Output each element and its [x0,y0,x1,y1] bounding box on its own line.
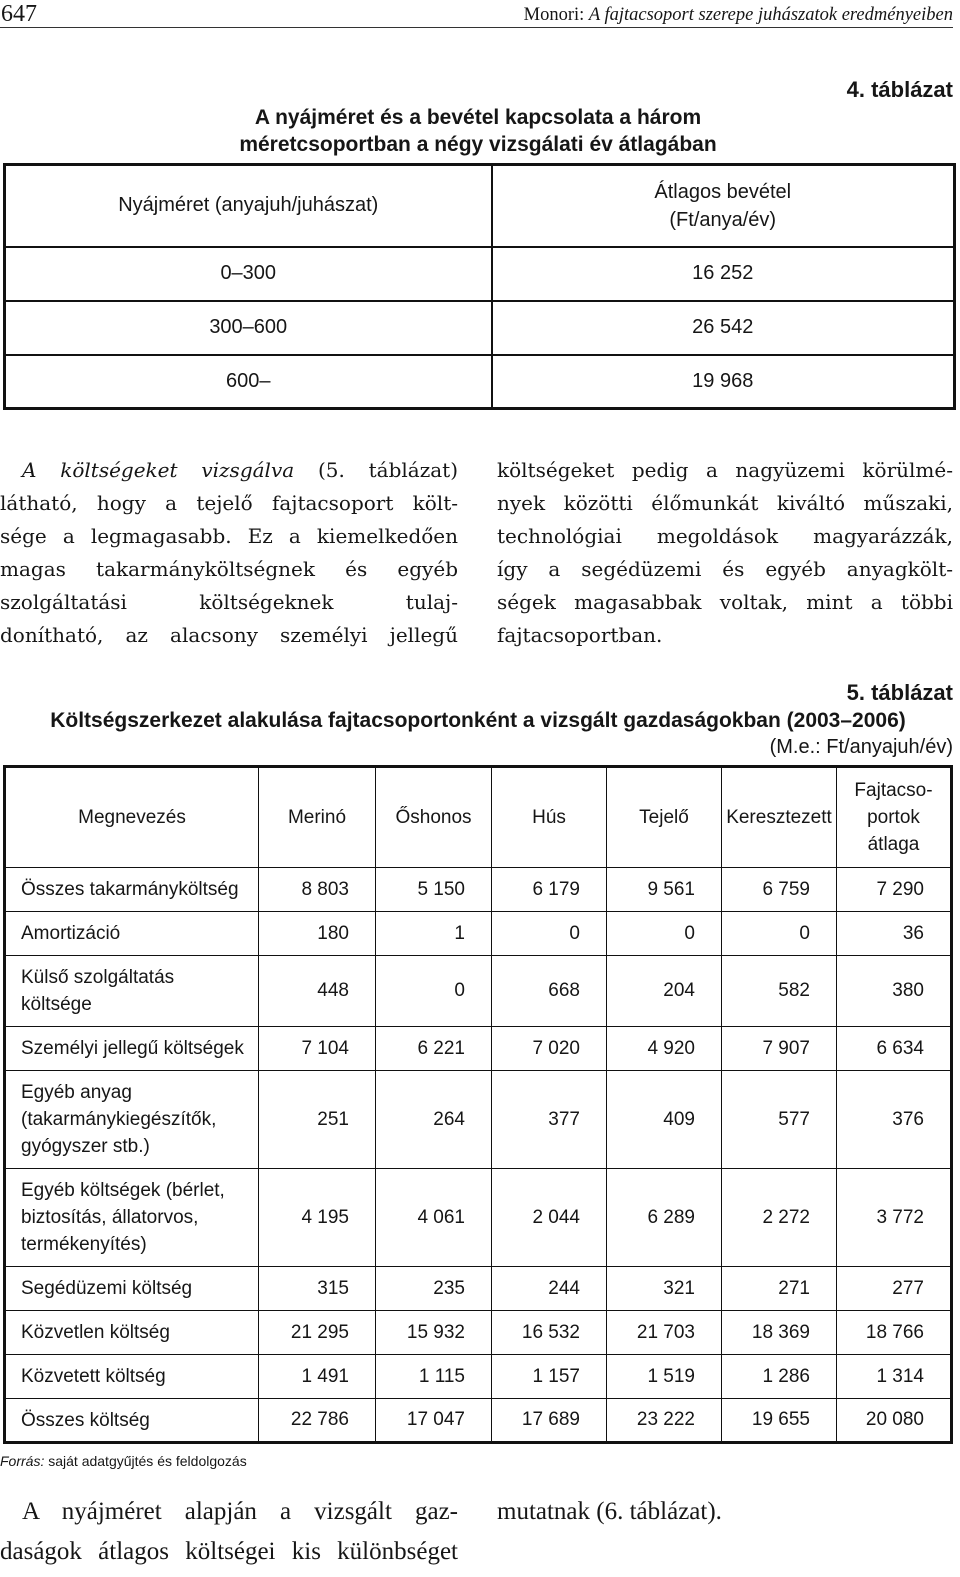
column-header [376,767,492,868]
table-row [5,1267,952,1311]
table4-header-flock-size: Nyájméret (anyajuh/juhászat) [5,165,492,247]
table-row [5,1169,952,1267]
column-header-line: portok [867,807,920,828]
row-label-cell [5,1355,259,1399]
table-row [5,1027,952,1071]
row-label-line: Egyéb anyag [21,1082,132,1103]
row-label-cell [5,956,259,1027]
row-label-line: termékenyítés) [21,1234,147,1255]
table4-head [5,165,955,247]
column-header-line: Megnevezés [78,807,186,828]
table4-header-row [5,165,955,247]
paragraph-line: sége a legmagasabb. Ez a kiemelkedően [0,524,458,548]
row-label-line: Külső szolgáltatás [21,967,175,988]
value-cell: 7 290 [837,868,952,912]
value-cell: 180 [259,912,376,956]
table4-body [5,247,955,409]
value-cell: 15 932 [376,1311,492,1355]
paragraph-line: technológiai megoldások magyarázzák, [497,524,953,548]
paragraph-line: mutatnak (6. táblázat). [497,1498,722,1525]
running-head [524,2,953,28]
table4-row [5,247,955,301]
value-cell: 0 [722,912,837,956]
value-cell: 2 044 [492,1169,607,1267]
value-cell: 244 [492,1267,607,1311]
value-cell: 23 222 [607,1399,722,1443]
table-row [5,868,952,912]
value-cell: 0 [492,912,607,956]
table-row [5,1355,952,1399]
value-cell: 5 150 [376,868,492,912]
table4-row [5,301,955,355]
row-label-cell [5,1169,259,1267]
value-cell: 8 803 [259,868,376,912]
paragraph-line: fajtacsoportban. [497,623,663,647]
row-label-cell [5,1071,259,1169]
column-header [722,767,837,868]
value-cell: 380 [837,956,952,1027]
table4-title-line: A nyájméret és a bevétel kapcsolata a három [254,106,702,129]
value-cell: 1 286 [722,1355,837,1399]
table5-header-row [5,767,952,868]
value-cell: 1 [376,912,492,956]
row-label-line: (takarmánykiegészítők, [21,1109,217,1130]
value-cell: 17 689 [492,1399,607,1443]
table5-head [5,767,952,868]
paragraph-block-2 [0,1497,953,1567]
row-label-cell [5,1027,259,1071]
value-cell: 448 [259,956,376,1027]
value-cell: 20 080 [837,1399,952,1443]
value-cell: 4 195 [259,1169,376,1267]
table5-body [5,868,952,1443]
table-row [5,1399,952,1443]
table4-title [3,104,953,158]
value-cell: 6 179 [492,868,607,912]
value-cell: 1 519 [607,1355,722,1399]
paragraph-line: így a segédüzemi és egyéb anyagkölt- [497,557,953,581]
flock-size-cell: 300–600 [5,301,492,355]
paragraph-table-reference: (5. táblázat) [317,458,458,482]
table5-unit: (M.e.: Ft/anyajuh/év) [769,736,953,758]
table-row [5,1311,952,1355]
column-header-line: átlaga [867,834,920,855]
paragraph1-left-column [0,454,458,652]
value-cell: 21 703 [607,1311,722,1355]
value-cell: 18 766 [837,1311,952,1355]
value-cell: 3 772 [837,1169,952,1267]
value-cell: 577 [722,1071,837,1169]
paragraph1-right-column [497,454,953,652]
revenue-cell: 19 968 [492,355,955,409]
column-header [492,767,607,868]
value-cell: 7 104 [259,1027,376,1071]
value-cell: 277 [837,1267,952,1311]
table4 [3,163,956,410]
paragraph-line: nyek közötti élőmunkát kiváltó műszaki, [497,491,953,515]
value-cell: 668 [492,956,607,1027]
value-cell: 2 272 [722,1169,837,1267]
value-cell: 251 [259,1071,376,1169]
table-row [5,912,952,956]
paragraph-line: A nyájméret alapján a vizsgált gaz- [22,1498,458,1525]
row-label-cell [5,1267,259,1311]
value-cell: 264 [376,1071,492,1169]
source-note [0,1451,247,1471]
value-cell: 204 [607,956,722,1027]
value-cell: 4 920 [607,1027,722,1071]
row-label-cell [5,1311,259,1355]
column-header [259,767,376,868]
source-label: Forrás: [0,1453,45,1469]
row-label-cell [5,1399,259,1443]
column-header-line: Hús [532,807,566,828]
table5-title: Költségszerkezet alakulása fajtacsoportonként a vizsgált gazdaságokban (2003–2006) [50,709,906,732]
row-label-line: Egyéb költségek (bérlet, [21,1180,225,1201]
paragraph2-right-column [497,1497,953,1537]
running-title: A fajtacsoport szerepe juhászatok eredményeiben [588,5,953,25]
row-label-cell [5,868,259,912]
value-cell: 6 221 [376,1027,492,1071]
value-cell: 19 655 [722,1399,837,1443]
value-cell: 21 295 [259,1311,376,1355]
value-cell: 271 [722,1267,837,1311]
column-header-name [5,767,259,868]
table4-header-revenue-line: (Ft/anya/év) [669,208,777,231]
value-cell: 17 047 [376,1399,492,1443]
revenue-cell: 26 542 [492,301,955,355]
value-cell: 409 [607,1071,722,1169]
row-label-line: Összes költség [21,1409,150,1431]
value-cell: 235 [376,1267,492,1311]
paragraph-line: donítható, az alacsony személyi jellegű [0,623,458,647]
value-cell: 36 [837,912,952,956]
paragraph-block-1 [0,454,953,652]
value-cell: 6 759 [722,868,837,912]
running-author: Monori: [523,5,585,25]
table4-label: 4. táblázat [846,77,953,102]
column-header-line: Fajtacso- [854,780,933,801]
table-row [5,956,952,1027]
table4-header-revenue [492,165,955,247]
running-header [0,0,953,28]
column-header-line: Tejelő [639,807,689,828]
paragraph-line: magas takarmányköltségnek és egyéb [0,557,458,581]
page-number: 647 [1,1,37,27]
column-header-line: Őshonos [395,807,472,828]
value-cell: 4 061 [376,1169,492,1267]
value-cell: 1 157 [492,1355,607,1399]
row-label-line: költsége [21,994,92,1015]
row-label-line: Amortizáció [21,923,121,944]
source-text: saját adatgyűjtés és feldolgozás [48,1453,247,1469]
value-cell: 7 907 [722,1027,837,1071]
revenue-cell: 16 252 [492,247,955,301]
paragraph-line: daságok átlagos költségei kis különbséget [0,1538,458,1565]
value-cell: 0 [376,956,492,1027]
paragraph-line: szolgáltatási költségeknek tulaj- [0,590,458,614]
value-cell: 315 [259,1267,376,1311]
row-label-line: Személyi jellegű költségek [21,1038,244,1059]
paragraph-line [0,454,458,487]
row-label-line: Összes takarmányköltség [21,879,239,900]
value-cell: 376 [837,1071,952,1169]
value-cell: 321 [607,1267,722,1311]
paragraph-line: költségeket pedig a nagyüzemi körülmé- [497,458,953,482]
value-cell: 16 532 [492,1311,607,1355]
value-cell: 6 289 [607,1169,722,1267]
flock-size-cell: 0–300 [5,247,492,301]
table4-header-revenue-line: Átlagos bevétel [654,180,792,203]
table-row [5,1071,952,1169]
row-label-cell [5,912,259,956]
flock-size-cell: 600– [5,355,492,409]
value-cell: 1 491 [259,1355,376,1399]
column-header-line: Merinó [287,807,347,828]
row-label-line: Közvetlen költség [21,1322,170,1343]
value-cell: 377 [492,1071,607,1169]
row-label-line: Segédüzemi költség [21,1278,193,1299]
value-cell: 9 561 [607,868,722,912]
row-label-line: gyógyszer stb.) [21,1136,150,1157]
paragraph-italic-lead: A költségeket vizsgálva [22,458,295,482]
value-cell: 0 [607,912,722,956]
column-header [607,767,722,868]
value-cell: 1 314 [837,1355,952,1399]
table5 [3,765,953,1444]
value-cell: 18 369 [722,1311,837,1355]
row-label-line: Közvetett költség [21,1366,166,1387]
paragraph-line: ségek magasabbak voltak, mint a többi [497,590,953,614]
paragraph-line: látható, hogy a tejelő fajtacsoport költ- [0,491,458,515]
value-cell: 22 786 [259,1399,376,1443]
value-cell: 582 [722,956,837,1027]
value-cell: 6 634 [837,1027,952,1071]
column-header [837,767,952,868]
value-cell: 7 020 [492,1027,607,1071]
table4-row [5,355,955,409]
paragraph2-left-column [0,1497,458,1577]
table5-label: 5. táblázat [846,680,953,705]
value-cell: 1 115 [376,1355,492,1399]
column-header-line: Keresztezett [726,807,832,828]
table4-title-line: méretcsoportban a négy vizsgálati év átlagában [239,133,717,156]
row-label-line: biztosítás, állatorvos, [21,1207,199,1228]
